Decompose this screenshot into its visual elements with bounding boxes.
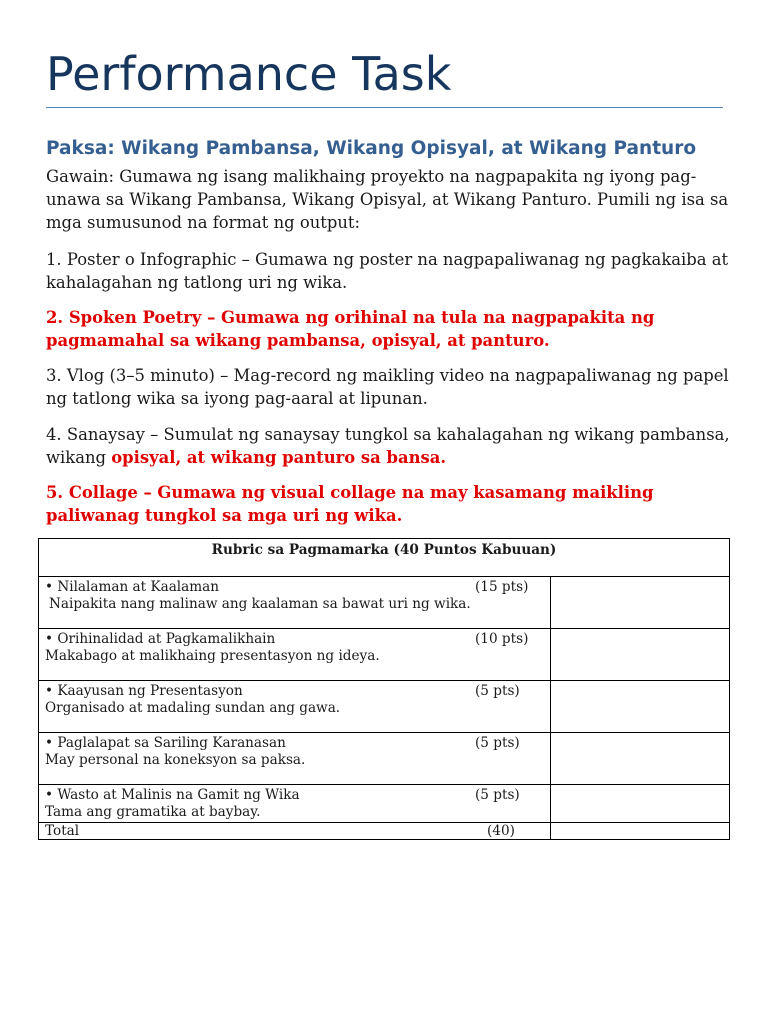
criterion-cell xyxy=(39,785,551,823)
title-divider xyxy=(46,107,723,108)
option-spoken-poetry: 2. Spoken Poetry – Gumawa ng orihinal na tula na nagpapakita ng pagmamahal sa wikang pambansa, opisyal, at panturo. xyxy=(46,308,655,350)
rubric-row xyxy=(39,785,730,823)
option-sanaysay xyxy=(46,423,736,469)
rubric-row xyxy=(39,681,730,733)
total-points: (40) xyxy=(487,823,515,839)
score-cell[interactable] xyxy=(551,629,730,681)
option-vlog: 3. Vlog (3–5 minuto) – Mag-record ng maikling video na nagpapaliwanag ng papel ng tatlong wika sa iyong pag-aaral at lipunan. xyxy=(46,366,729,408)
option-poster: 1. Poster o Infographic – Gumawa ng poster na nagpapaliwanag ng pagkakaiba at kahalagahan ng tatlong uri ng wika. xyxy=(46,250,729,292)
rubric-total-row xyxy=(39,823,730,840)
score-cell[interactable] xyxy=(551,681,730,733)
rubric-header-row xyxy=(39,539,730,577)
rubric-title: Rubric sa Pagmamarka (40 Puntos Kabuuan) xyxy=(39,539,730,577)
topic-heading: Paksa: Wikang Pambansa, Wikang Opisyal, at Wikang Panturo xyxy=(46,138,697,159)
rubric-row xyxy=(39,733,730,785)
criterion-cell xyxy=(39,681,551,733)
total-score-cell[interactable] xyxy=(551,823,730,840)
criterion-cell xyxy=(39,733,551,785)
criterion-name: • Kaayusan ng Presentasyon xyxy=(45,683,243,699)
rubric-row xyxy=(39,577,730,629)
score-cell[interactable] xyxy=(551,733,730,785)
total-label: Total xyxy=(45,823,80,839)
option-sanaysay-text: 4. Sanaysay – Sumulat ng sanaysay tungkol sa kahalagahan ng wikang pambansa, wikang xyxy=(46,425,730,467)
criterion-points: (5 pts) xyxy=(475,787,520,803)
criterion-cell xyxy=(39,577,551,629)
criterion-points: (15 pts) xyxy=(475,579,529,595)
criterion-cell xyxy=(39,629,551,681)
option-collage: 5. Collage – Gumawa ng visual collage na may kasamang maikling paliwanag tungkol sa mga uri ng wika. xyxy=(46,483,654,525)
criterion-description: Naipakita nang malinaw ang kaalaman sa bawat uri ng wika. xyxy=(49,596,471,612)
task-instructions: Gawain: Gumawa ng isang malikhaing proyekto na nagpapakita ng iyong pag-unawa sa Wikang Pambansa, Wikang Opisyal, at Wikang Panturo. Pumili ng isa sa mga sumusunod na format ng output: xyxy=(46,167,729,232)
total-cell xyxy=(39,823,551,840)
score-cell[interactable] xyxy=(551,577,730,629)
criterion-name: • Paglalapat sa Sariling Karanasan xyxy=(45,735,286,751)
criterion-name: • Wasto at Malinis na Gamit ng Wika xyxy=(45,787,300,803)
criterion-points: (5 pts) xyxy=(475,735,520,751)
criterion-description: May personal na koneksyon sa paksa. xyxy=(45,752,306,768)
option-sanaysay-highlight: opisyal, at wikang panturo sa bansa. xyxy=(111,448,447,467)
criterion-description: Tama ang gramatika at baybay. xyxy=(45,804,261,820)
page-title: Performance Task xyxy=(46,47,452,101)
criterion-name: • Nilalaman at Kaalaman xyxy=(45,579,220,595)
criterion-description: Makabago at malikhaing presentasyon ng ideya. xyxy=(45,648,380,664)
rubric-row xyxy=(39,629,730,681)
score-cell[interactable] xyxy=(551,785,730,823)
criterion-points: (5 pts) xyxy=(475,683,520,699)
criterion-description: Organisado at madaling sundan ang gawa. xyxy=(45,700,341,716)
criterion-points: (10 pts) xyxy=(475,631,529,647)
rubric-table xyxy=(38,538,730,840)
criterion-name: • Orihinalidad at Pagkamalikhain xyxy=(45,631,276,647)
